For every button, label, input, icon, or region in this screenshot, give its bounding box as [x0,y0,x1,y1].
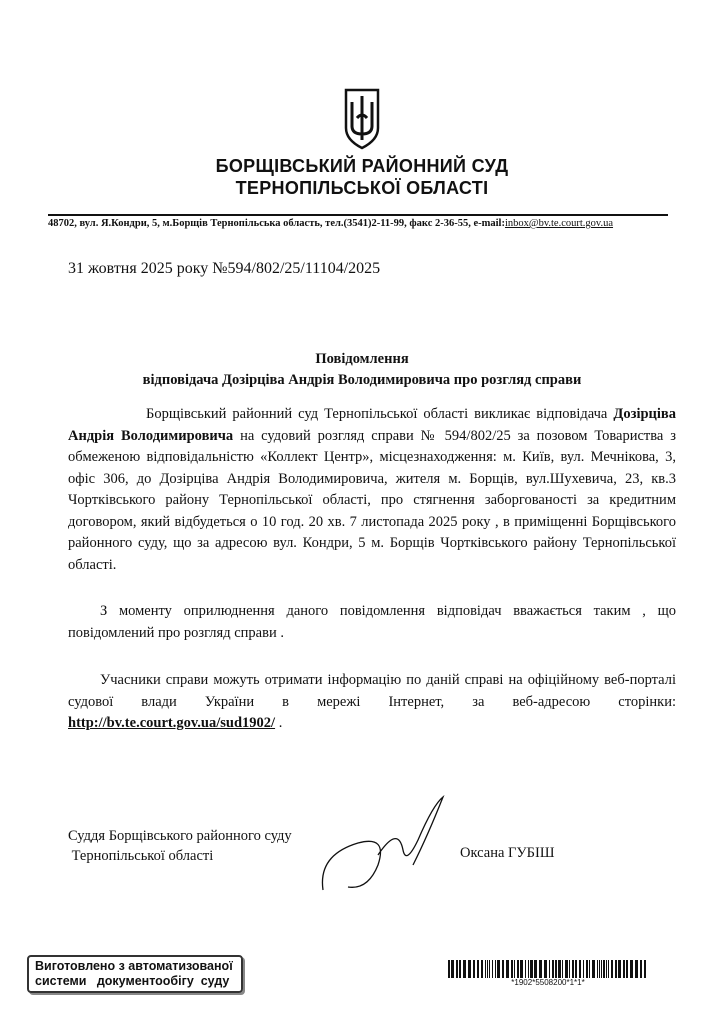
barcode-bar [520,960,523,978]
barcode-bar [530,960,533,978]
barcode-bar [589,960,590,978]
barcode-bar [448,960,450,978]
barcode-bar [468,960,471,978]
barcode-bar [492,960,493,978]
barcode-bar [456,960,458,978]
barcode-bar [606,960,607,978]
p3-end: . [275,715,283,731]
barcode-bar [497,960,500,978]
court-address [48,218,678,229]
barcode-bar [569,960,570,978]
barcode-bar [608,960,609,978]
barcode-bar [495,960,496,978]
barcode-bar [562,960,563,978]
paragraph-summons [68,404,676,576]
email-link[interactable]: inbox@bv.te.court.gov.ua [504,218,614,229]
auto-document-stamp [27,955,243,993]
barcode-bar [558,960,561,978]
barcode-bar [644,960,646,978]
barcode-bar [552,960,554,978]
barcode-bar [599,960,600,978]
barcode-bar [635,960,638,978]
barcode-bar [601,960,602,978]
barcode-bar [528,960,529,978]
position-line1: Суддя Борщівського районного суду [68,828,292,844]
judge-name: Оксана ГУБІШ [460,845,555,861]
trident-emblem-icon [344,88,380,150]
p1-text: Борщівський районний суд Тернопільської області викликає відповідача [146,406,614,422]
barcode-bar [611,960,613,978]
judge-position [68,826,292,866]
barcode-bar [615,960,617,978]
barcode-bar [592,960,595,978]
barcode-bar [517,960,519,978]
barcode-bar [597,960,598,978]
paragraph-info [68,670,676,735]
barcode [448,960,648,978]
barcode-bar [525,960,526,978]
notice-title: Повідомлення [315,351,409,367]
barcode-number: *1902*5508200*1*1* [511,978,585,987]
barcode-bar [549,960,550,978]
defendant-name: Дозірціва Андрія Володимировича [68,406,676,444]
date-and-number: 31 жовтня 2025 року №594/802/25/11104/2025 [68,260,381,277]
barcode-bar [572,960,574,978]
barcode-bar [579,960,581,978]
barcode-bar [473,960,475,978]
barcode-bar [623,960,625,978]
barcode-bar [626,960,628,978]
barcode-bar [506,960,509,978]
barcode-bar [451,960,454,978]
stamp-line2: системи документообігу суду [35,974,230,988]
address-text: 48702, вул. Я.Кондри, 5, м.Борщів Тернопільська область, тел.(3541)2-11-99, факс 2-36-55, e-mail: [48,218,505,229]
barcode-bar [586,960,588,978]
barcode-bar [489,960,490,978]
position-line2: Тернопільської області [68,848,214,864]
barcode-bar [487,960,488,978]
barcode-bar [618,960,621,978]
header-divider [48,214,668,216]
barcode-bar [477,960,479,978]
stamp-line1: Виготовлено з автоматизованої [35,959,233,973]
handwritten-signature [318,795,458,900]
barcode-bar [603,960,605,978]
barcode-bar [463,960,466,978]
barcode-bar [485,960,486,978]
barcode-bar [555,960,557,978]
barcode-bar [575,960,577,978]
court-name-line2: ТЕРНОПІЛЬСЬКОЇ ОБЛАСТІ [235,178,489,198]
barcode-bar [583,960,584,978]
barcode-bar [544,960,547,978]
court-website-link[interactable]: http://bv.te.court.gov.ua/sud1902/ [68,715,276,731]
barcode-bar [481,960,483,978]
p3-text: Учасники справи можуть отримати інформацію по даній справі на офіційному веб-порталі судової влади України в мережі Інтернет, за веб-адресою сторінки: [68,672,676,710]
barcode-bar [514,960,515,978]
court-name-line1: БОРЩІВСЬКИЙ РАЙОННИЙ СУД [215,156,509,176]
barcode-bar [565,960,568,978]
paragraph-notified: З моменту оприлюднення даного повідомлення відповідач вважається таким , що повідомлений про розгляд справи . [68,603,676,641]
barcode-bar [502,960,504,978]
barcode-bar [459,960,461,978]
barcode-bar [640,960,642,978]
barcode-bar [630,960,633,978]
p1-text-cont: на судовий розгляд справи № 594/802/25 за позовом Товариства з обмеженою відповідальністю «Коллект Центр», місцезнаходження: м. Київ, вул. Мечнікова, 3, офіс 306, до Дозірціва Андрія Володимировича, жителя м. Борщів, вул.Шухевича, 23, кв.3 Чортківського району Тернопільської області, про стягнення заборгованості за кредитним договором, який відбудеться о 10 год. 20 хв. 7 листопада 2025 року , в приміщенні Борщівського районного суду, що за адресою вул. Кондри, 5 м. Борщів Чортківського району Тернопільської області. [68,427,676,573]
barcode-bar [539,960,542,978]
barcode-bar [511,960,513,978]
notice-subtitle: відповідача Дозірціва Андрія Володимировича про розгляд справи [142,372,582,388]
barcode-bar [534,960,537,978]
